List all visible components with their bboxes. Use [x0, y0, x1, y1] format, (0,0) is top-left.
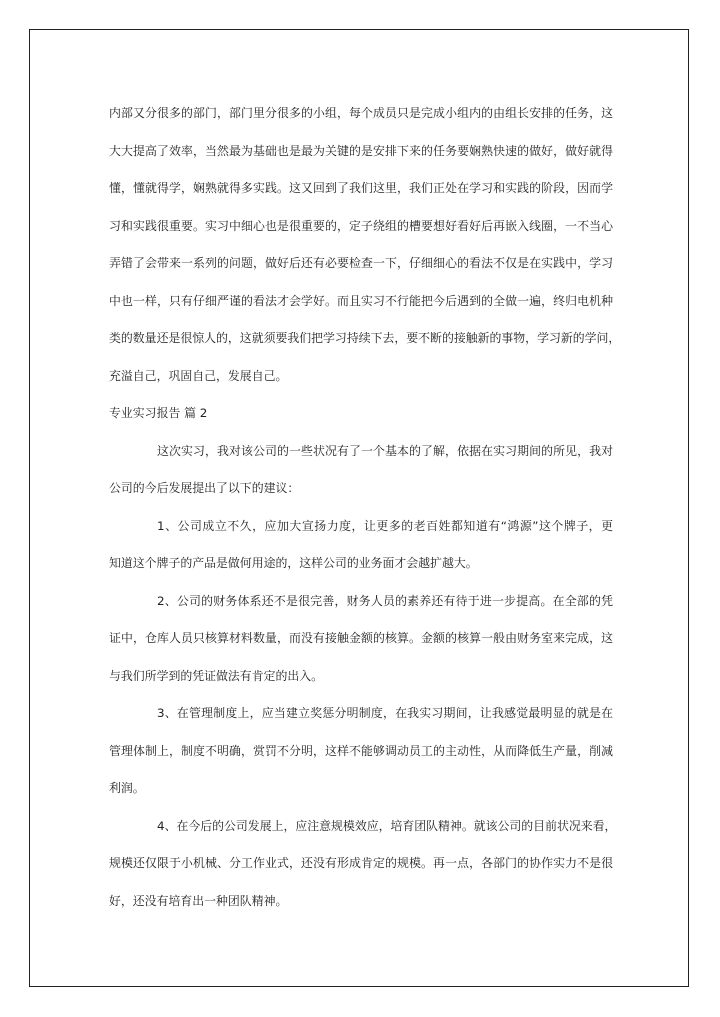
text-line: 2、公司的财务体系还不是很完善，财务人员的素养还有待于进一步提高。在全部的凭: [157, 593, 613, 608]
section-heading: 专业实习报告 篇 2: [109, 406, 208, 420]
text-line: 好，还没有培育出一种团队精神。: [109, 893, 288, 908]
text-line: 1、公司成立不久，应加大宣扬力度，让更多的老百姓都知道有“鸿源”这个牌子，更: [157, 518, 613, 533]
text-line: 与我们所学到的凭证做法有肯定的出入。: [109, 668, 324, 683]
paragraph-suggestion-2: [109, 583, 613, 696]
text-line: 大大提高了效率，当然最为基础也是最为关键的是安排下来的任务要娴熟快速的做好，做好就得: [109, 143, 613, 158]
document-page: [29, 29, 689, 987]
paragraph-suggestion-3: [109, 695, 613, 808]
text-line: 内部又分很多的部门，部门里分很多的小组，每个成员只是完成小组内的由组长安排的任务，这: [109, 106, 613, 120]
text-line: 懂，懂就得学，娴熟就得多实践。这又回到了我们这里，我们正处在学习和实践的阶段，因而学: [109, 181, 613, 195]
text-line: 规模还仅限于小机械、分工作业式，还没有形成肯定的规模。再一点，各部门的协作实力不是很: [109, 856, 613, 870]
paragraph-suggestion-4: [109, 808, 617, 921]
paragraph-continued: [109, 95, 621, 395]
text-line: 充溢自己，巩固自己，发展自己。: [109, 368, 288, 383]
paragraph-intro: [109, 433, 613, 508]
document-body: [109, 95, 621, 920]
text-line: 知道这个牌子的产品是做何用途的，这样公司的业务面才会越扩越大。: [109, 556, 478, 570]
text-line: 3、在管理制度上，应当建立奖惩分明制度，在我实习期间，让我感觉最明显的就是在: [157, 706, 613, 720]
text-line: 中也一样，只有仔细严谨的看法才会学好。而且实习不行能把今后遇到的全做一遍，终归电机种: [109, 293, 613, 308]
text-line: 管理体制上，制度不明确，赏罚不分明，这样不能够调动员工的主动性，从而降低生产量，削减: [109, 743, 613, 758]
text-line: 4、在今后的公司发展上，应注意规模效应，培育团队精神。就该公司的目前状况来看，: [157, 818, 617, 833]
text-line: 公司的今后发展提出了以下的建议：: [109, 481, 300, 495]
text-line: 弄错了会带来一系列的问题，做好后还有必要检查一下，仔细细心的看法不仅是在实践中，学习: [109, 256, 613, 270]
text-line: 这次实习，我对该公司的一些状况有了一个基本的了解，依据在实习期间的所见，我对: [157, 443, 613, 458]
paragraph-suggestion-1: [109, 508, 613, 583]
text-line: 类的数量还是很惊人的，这就须要我们把学习持续下去，要不断的接触新的事物，学习新的学问，: [109, 331, 621, 345]
text-line: 利润。: [109, 781, 145, 795]
text-line: 证中，仓库人员只核算材料数量，而没有接触金额的核算。金额的核算一般由财务室来完成，这: [109, 631, 613, 645]
text-line: 习和实践很重要。实习中细心也是很重要的，定子绕组的槽要想好看好后再嵌入线圈，一不当心: [109, 218, 613, 233]
